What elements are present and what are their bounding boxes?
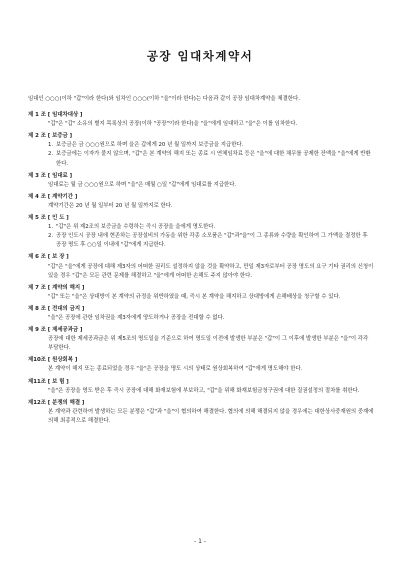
article-heading: 제 3 조 [ 임대료 ] — [28, 172, 73, 179]
article-heading: 제11조 [ 보 험 ] — [28, 378, 69, 385]
article-text: 본 계약이 해지 또는 종료되었을 경우 "을"은 공장을 명도 시의 상태로 원상회복하여 "갑"에게 명도해야 한다. — [48, 366, 303, 373]
article-6 — [28, 253, 374, 280]
list-item: 2. 보증금에는 이자가 붙지 않으며, "갑"은 본 계약의 해지 또는 종료 시 연체임차료 등은 "을"에 대한 채무를 공제한 잔액을 "을"에게 반환한다. — [28, 150, 374, 168]
article-1 — [28, 111, 374, 129]
document-body — [28, 95, 374, 426]
article-heading: 제10조 [ 원상회복 ] — [28, 357, 78, 364]
list-item-text: 보증금에는 이자가 붙지 않으며, "갑"은 본 계약의 해지 또는 종료 시 연체임차료 등은 "을"에 대한 채무를 공제한 잔액을 "을"에게 반환한다. — [56, 151, 371, 167]
list-item-text: 공장 인도시 공장 내에 현존하는 공장설비의 가동을 위한 각종 소모품은 "갑"과"을"이 그 종류와 수량을 확인하여 그 가액을 결정한 후 공장 명도 후 ○○일 이내에 "갑"에게 지급한다. — [56, 233, 368, 249]
article-heading: 제 6 조 [ 보 장 ] — [28, 254, 69, 261]
article-text: 계약기간은 20 년 월 일부터 20 년 월 일까지로 한다. — [48, 202, 173, 209]
article-heading: 제 5 조 [ 인 도 ] — [28, 215, 69, 222]
article-3 — [28, 172, 374, 190]
article-8 — [28, 305, 374, 323]
list-item: 1. 보증금은 금 ○○○원으로 하며 을은 갑에게 20 년 월 일까지 보증금을 지급한다. — [28, 141, 374, 150]
article-text: 공장에 대한 제세공과금은 위 제5조의 명도일을 기준으로 하여 명도일 이전에 발생한 부분은 "갑"이 그 이후에 발생한 부분은 "을"이 각각 부담한다. — [48, 336, 369, 352]
page-title: 공장 임대차계약서 — [146, 49, 254, 63]
article-heading: 제 9 조 [ 제세공과금 ] — [28, 327, 83, 334]
article-heading: 제 4 조 [ 계약기간 ] — [28, 193, 78, 200]
article-10 — [28, 356, 374, 374]
list-item-text: "갑"은 위 제2조의 보증금을 수령하는 즉시 공장을 을에게 명도한다. — [56, 224, 216, 231]
article-heading: 제 7 조 [ 계약의 해지 ] — [28, 284, 85, 291]
article-5 — [28, 214, 374, 250]
list-item: 2. 공장 인도시 공장 내에 현존하는 공장설비의 가동을 위한 각종 소모품은 "갑"과"을"이 그 종류와 수량을 확인하여 그 가액을 결정한 후 공장 명도 후 ○○일 이내에 "갑"에게 지급한다. — [28, 232, 374, 250]
article-text: "갑"은 "갑" 소유의 별지 목록상의 공장(이하 "공장"이라 한다)을 "을"에게 임대하고 "을"은 이를 임차한다. — [48, 121, 298, 128]
list-item: 1. "갑"은 위 제2조의 보증금을 수령하는 즉시 공장을 을에게 명도한다. — [28, 223, 374, 232]
article-7 — [28, 284, 374, 302]
article-heading: 제 2 조 [ 보증금 ] — [28, 133, 73, 140]
article-11 — [28, 378, 374, 396]
article-text: "을"은 공장을 명도 받은 후 즉시 공장에 대해 화재보험에 부보하고, "갑"을 위해 화재보험금청구권에 대한 질권설정의 절차를 취한다. — [48, 387, 360, 394]
intro-paragraph: 임대인 ○○○(이하 "갑"이라 한다)와 임차인 ○○○(이하 "을"이라 한다)는 다음과 같이 공장 임대차계약을 체결한다. — [28, 96, 300, 102]
article-text: 임대료는 월 금 ○○○원으로 하며 "을"은 매월 ○일 "갑"에게 임대료를 지급한다. — [48, 181, 237, 188]
article-text: "을"은 공장에 관한 임차권을 제3자에게 양도하거나 공장을 전대할 수 없다. — [48, 314, 225, 321]
page-number: - 1 - — [194, 538, 206, 545]
article-heading: 제 1 조 [ 임대차대상 ] — [28, 112, 83, 119]
article-2 — [28, 132, 374, 168]
article-text: 본 계약과 관련하여 발생하는 모든 분쟁은 "갑"과 "을"이 협의하여 해결한다. 협의에 의해 해결되지 않을 경우에는 대한상사중재원의 중재에 의해 최종적으로 해결한다. — [48, 408, 374, 424]
article-4 — [28, 193, 374, 211]
article-text: "갑" 또는 "을"은 상대방이 본 계약의 규정을 위반하였을 때, 즉시 본 계약을 해지하고 상대방에게 손해배상을 청구할 수 있다. — [48, 293, 341, 300]
article-heading: 제 8 조 [ 전대의 금지 ] — [28, 305, 85, 312]
article-9 — [28, 326, 374, 353]
article-heading: 제12조 [ 분쟁의 해결 ] — [28, 399, 85, 406]
article-text: "갑"은 "을"에게 공장에 대해 제3자의 어떠한 권리도 설정하지 않을 것을 확약하고, 만일 제3자로부터 공장 명도의 요구 기타 권리의 신청이 있을 경우 "갑"은 모든 관련 문제를 해결하고 "을"에게 어떠한 손해도 주지 않아야 한다. — [48, 263, 374, 279]
list-item-text: 보증금은 금 ○○○원으로 하며 을은 갑에게 20 년 월 일까지 보증금을 지급한다. — [56, 142, 244, 149]
article-12 — [28, 399, 374, 426]
